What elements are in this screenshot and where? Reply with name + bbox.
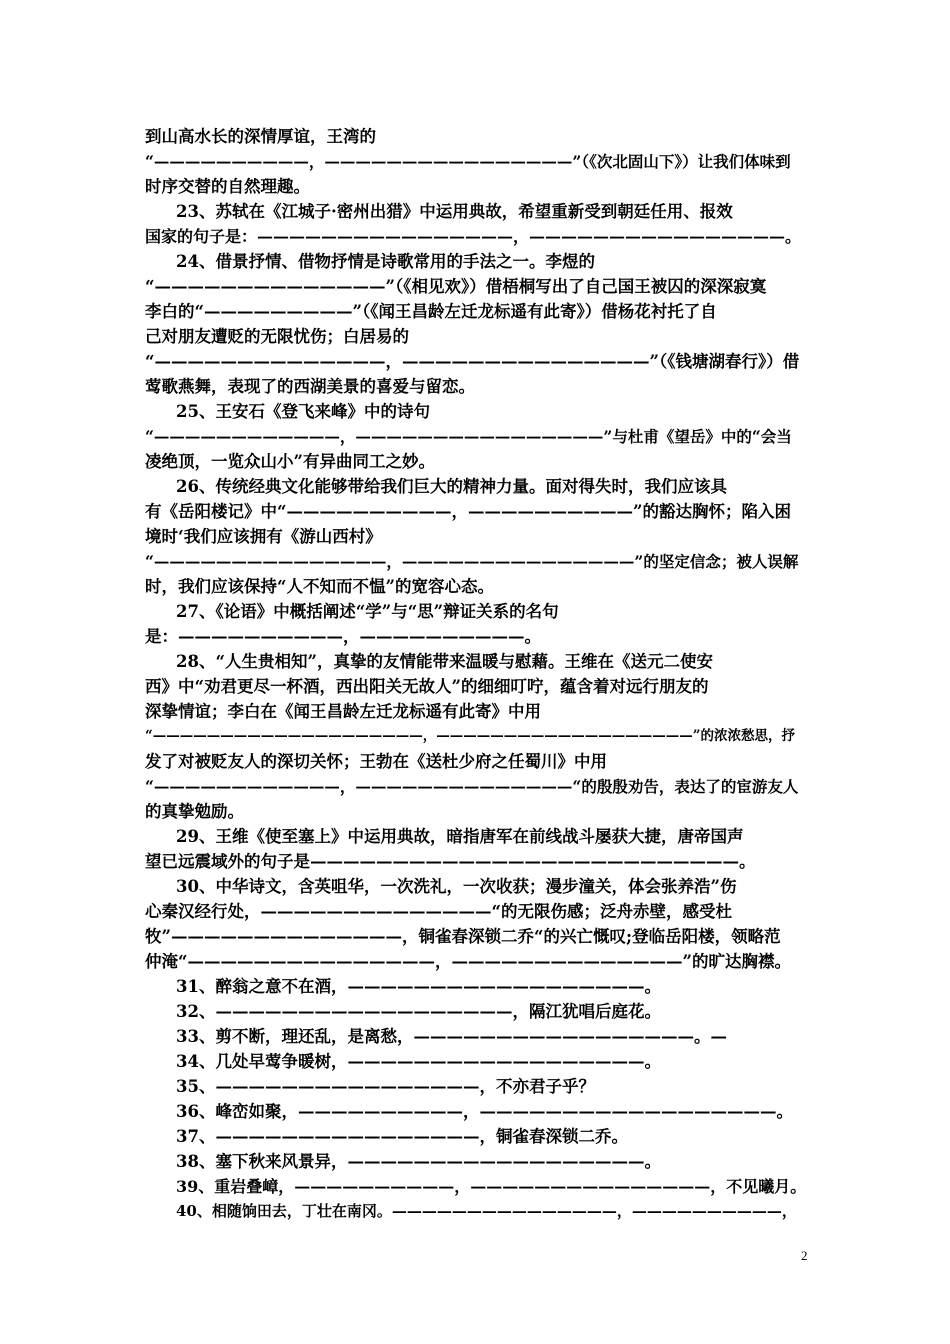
text-line: 到山高水长的深情厚谊，王湾的 bbox=[145, 127, 376, 146]
text-line: 望已远震域外的句子是——————————————————————————。 bbox=[145, 852, 756, 871]
text-line: 凌绝顶，一览众山小”有异曲同工之妙。 bbox=[145, 452, 435, 471]
document-body bbox=[145, 124, 810, 1224]
text-line: 境时‘我们应该拥有《游山西村》 bbox=[145, 527, 382, 546]
text-line: “————————————————————，———————————————————”的浓浓愁思，抒 bbox=[145, 728, 796, 744]
text-line: 是：——————————，——————————。 bbox=[145, 627, 541, 646]
text-line: “————————————，————————————————”与杜甫《望岳》中的“会当 bbox=[145, 427, 792, 446]
text-line: 牧”——————————————，铜雀春深锁二乔“的兴亡慨叹;登临岳阳楼，领略范 bbox=[145, 927, 781, 946]
text-line: “——————————————”（《相见欢》）借梧桐写出了自己国王被囚的深深寂寞 bbox=[145, 277, 767, 296]
text-line: 己对朋友遭贬的无限忧伤；白居易的 bbox=[145, 327, 409, 346]
text-line: 西》中“劝君更尽一杯酒，西出阳关无故人”的细细叮咛，蕴含着对远行朋友的 bbox=[145, 677, 709, 696]
text-line: 28、“人生贵相知”，真挚的友情能带来温暖与慰藉。王维在《送元二使安 bbox=[176, 652, 713, 671]
text-line: 时序交替的自然理趣。 bbox=[145, 177, 310, 196]
text-line: 发了对被贬友人的深切关怀；王勃在《送杜少府之任蜀川》中用 bbox=[145, 752, 607, 771]
text-line: “————————————，——————————————“的殷殷劝告，表达了的宦游友人 bbox=[145, 777, 799, 796]
page-number: 2 bbox=[801, 1248, 808, 1263]
text-line: 李白的“—————————”（《闻王昌龄左迁龙标遥有此寄》）借杨花衬托了自 bbox=[145, 302, 717, 321]
text-line: 29、王维《使至塞上》中运用典故，暗指唐军在前线战斗屡获大捷，唐帝国声 bbox=[176, 827, 744, 846]
text-line: 30、中华诗文，含英咀华，一次洗礼，一次收获；漫步潼关，体会张养浩”伤 bbox=[176, 877, 737, 896]
text-line: 36、峰峦如聚，——————————，——————————————————。 bbox=[176, 1102, 793, 1121]
text-line: 32、——————————————————，隔江犹唱后庭花。 bbox=[176, 1002, 661, 1021]
text-line: 31、醉翁之意不在酒，——————————————————。 bbox=[176, 977, 661, 996]
text-line: 34、几处早莺争暖树，——————————————————。 bbox=[176, 1052, 661, 1071]
text-line: 33、剪不断，理还乱，是离愁，—————————————————。— bbox=[176, 1027, 727, 1046]
text-line: 仲淹“———————————————，——————————————”的旷达胸襟。 bbox=[145, 952, 791, 971]
text-line: 26、传统经典文化能够带给我们巨大的精神力量。面对得失时，我们应该具 bbox=[176, 477, 727, 496]
text-line: 24、借景抒情、借物抒情是诗歌常用的手法之一。李煜的 bbox=[176, 252, 595, 271]
text-line: 心秦汉经行处，——————————————“的无限伤感；泛舟赤壁，感受杜 bbox=[145, 902, 732, 921]
text-line: 有《岳阳楼记》中“——————————，——————————”的豁达胸怀；陷入困 bbox=[145, 502, 791, 521]
text-line: “——————————，————————————————”（《次北固山下》）让我们体味到 bbox=[145, 152, 791, 171]
text-line: 27、《论语》中概括阐述“学”与“思”辩证关系的名句 bbox=[176, 602, 559, 621]
text-line: 38、塞下秋来风景异，——————————————————。 bbox=[176, 1152, 661, 1171]
text-line: 莺歌燕舞，表现了的西湖美景的喜爱与留恋。 bbox=[145, 377, 475, 396]
text-line: 25、王安石《登飞来峰》中的诗句 bbox=[176, 402, 430, 421]
text-line: 国家的句子是：————————————————，————————————————。 bbox=[145, 227, 802, 246]
text-line: 23、苏轼在《江城子·密州出猎》中运用典故，希望重新受到朝廷任用、报效 bbox=[176, 202, 733, 221]
text-line: “———————————————，———————————————”的坚定信念；被人误解 bbox=[145, 552, 799, 571]
text-line: 37、————————————————，铜雀春深锁二乔。 bbox=[176, 1127, 628, 1146]
text-line: 深挚情谊；李白在《闻王昌龄左迁龙标遥有此寄》中用 bbox=[145, 702, 541, 721]
text-line: 时，我们应该保持“人不知而不愠”的宽容心态。 bbox=[145, 577, 494, 596]
text-line: 39、重岩叠嶂，——————————，———————————————，不见曦月。 bbox=[176, 1177, 807, 1196]
text-line: 的真挚勉励。 bbox=[145, 802, 244, 821]
text-line: “——————————————，———————————————”（《钱塘湖春行》）借 bbox=[145, 352, 800, 371]
text-line: 35、————————————————，不亦君子乎？ bbox=[176, 1077, 595, 1096]
text-line: 40、相随饷田去，丁壮在南冈。———————————————，——————————， bbox=[176, 1202, 797, 1220]
